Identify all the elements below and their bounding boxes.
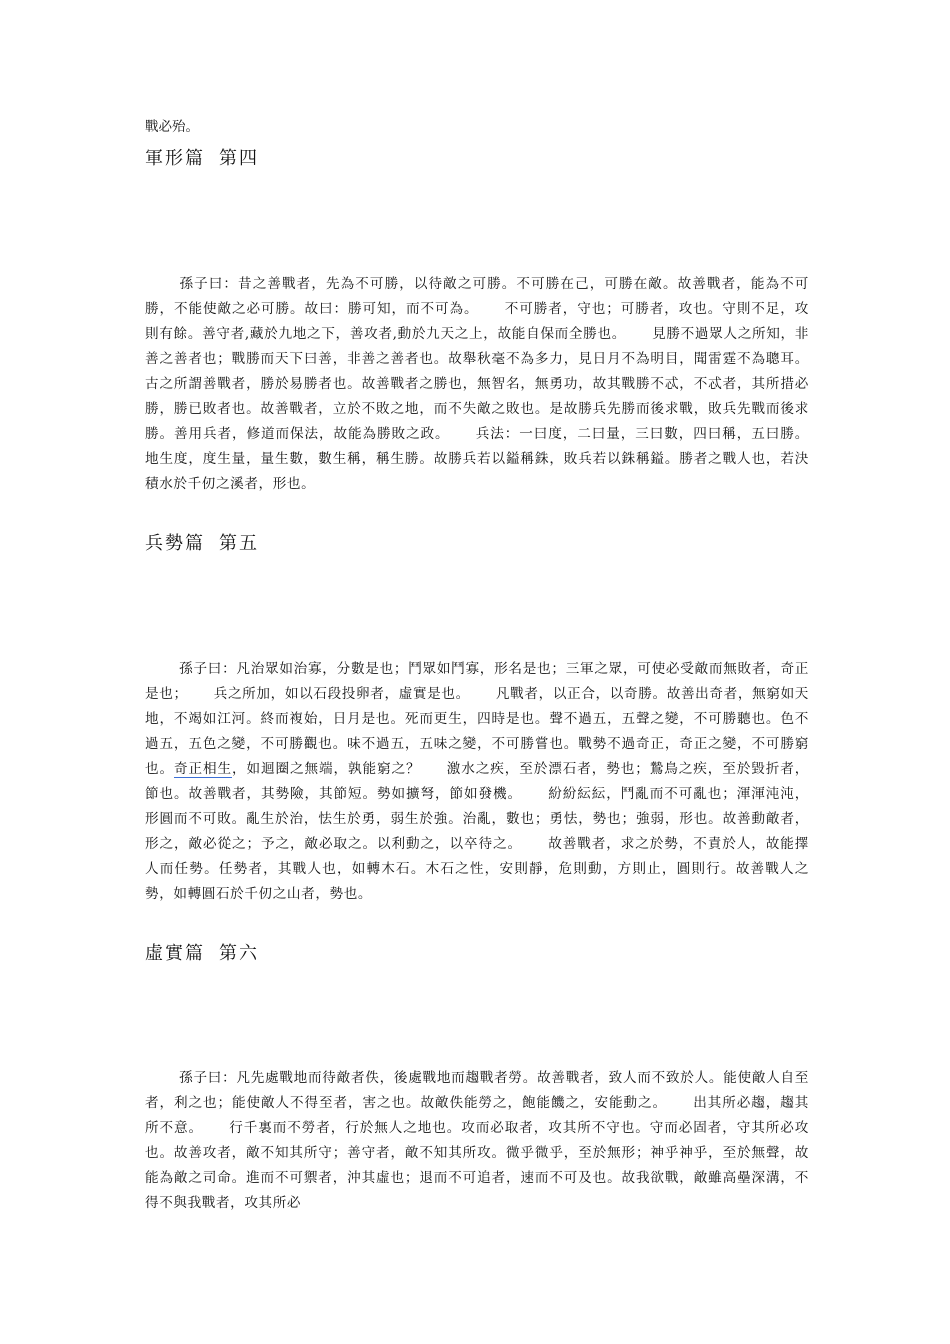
text-segment: 兵之所加，如以石段投卵者，虛實是也。: [213, 686, 470, 702]
highlighted-phrase[interactable]: 奇正相生: [174, 761, 232, 777]
chapter-paragraph-4: [145, 272, 809, 497]
text-segment: 出其所必趨，趨其所不意。: [145, 1095, 809, 1136]
chapter-title: 兵勢篇: [145, 533, 205, 554]
chapter-title: 軍形篇: [145, 148, 205, 169]
text-segment: ，如迴圈之無端，孰能窮之？: [232, 761, 421, 777]
text-segment: 兵法：一曰度，二曰量，三曰數，四曰稱，五曰勝。地生度，度生量，量生數，數生稱，稱生勝。故勝兵若以鎰稱銖，敗兵若以銖稱鎰。勝者之戰人也，若決積水於千仞之溪者，形也。: [145, 426, 809, 492]
text-fragment: 戰必殆。: [145, 119, 199, 135]
text-segment: 行千裏而不勞者，行於無人之地也。攻而必取者，攻其所不守也。守而必固者，守其所必攻也。故善攻者，敵不知其所守；善守者，敵不知其所攻。微乎微乎，至於無形；神乎神乎，至於無聲，故能為敵之司命。進而不可禦者，沖其虛也；退而不可追者，速而不可及也。故我欲戰，敵雖高壘深溝，不得不與我戰者，攻其所必: [145, 1120, 809, 1211]
text-segment: 孫子曰：凡先處戰地而待敵者佚，後處戰地而趨戰者勞。故善戰者，致人而不致於人。能使敵人自至者，利之也；能使敵人不得至者，害之也。故敵佚能勞之，飽能饑之，安能動之。: [145, 1070, 809, 1111]
chapter-title: 虛實篇: [145, 943, 205, 964]
text-segment: 孫子曰：昔之善戰者，先為不可勝，以待敵之可勝。不可勝在己，可勝在敵。故善戰者，能為不可勝，不能使敵之必可勝。故曰：勝可知，而不可為。: [145, 276, 809, 317]
text-segment: 激水之疾，至於漂石者，勢也；鷙鳥之疾，至於毀折者，節也。故善戰者，其勢險，其節短。勢如擴弩，節如發機。: [145, 761, 809, 802]
text-segment: 凡戰者，以正合，以奇勝。故善出奇者，無窮如天地，不竭如江河。終而複始，日月是也。死而更生，四時是也。聲不過五，五聲之變，不可勝聽也。色不過五，五色之變，不可勝觀也。味不過五，五味之變，不可勝嘗也。戰勢不過奇正，奇正之變，不可勝窮也。: [145, 686, 809, 777]
chapter-heading-4: [145, 146, 809, 172]
chapter-number: 第六: [219, 943, 259, 964]
chapter-number: 第四: [219, 148, 259, 169]
text-segment: 故善戰者，求之於勢，不責於人，故能擇人而任勢。任勢者，其戰人也，如轉木石。木石之性，安則靜，危則動，方則止，圓則行。故善戰人之勢，如轉圓石於千仞之山者，勢也。: [145, 836, 809, 902]
text-segment: 孫子曰：凡治眾如治寡，分數是也；鬥眾如鬥寡，形名是也；三軍之眾，可使必受敵而無敗者，奇正是也；: [145, 661, 809, 702]
chapter-heading-5: [145, 531, 809, 557]
chapter-paragraph-6: [145, 1066, 809, 1216]
text-segment: 見勝不過眾人之所知，非善之善者也；戰勝而天下曰善，非善之善者也。故舉秋毫不為多力，見日月不為明目，聞雷霆不為聰耳。古之所謂善戰者，勝於易勝者也。故善戰者之勝也，無智名，無勇功，故其戰勝不忒，不忒者，其所措必勝，勝已敗者也。故善戰者，立於不敗之地，而不失敵之敗也。是故勝兵先勝而後求戰，敗兵先戰而後求勝。善用兵者，修道而保法，故能為勝敗之政。: [145, 326, 809, 442]
text-segment: 紛紛紜紜，鬥亂而不可亂也；渾渾沌沌，形圓而不可敗。亂生於治，怯生於勇，弱生於強。治亂，數也；勇怯，勢也；強弱，形也。故善動敵者，形之，敵必從之；予之，敵必取之。以利動之，以卒待之。: [145, 786, 809, 852]
chapter-number: 第五: [219, 533, 259, 554]
chapter-heading-6: [145, 941, 809, 967]
chapter-paragraph-5: [145, 657, 809, 907]
text-segment: 不可勝者，守也；可勝者，攻也。守則不足，攻則有餘。善守者,藏於九地之下，善攻者,動於九天之上，故能自保而全勝也。: [145, 301, 809, 342]
